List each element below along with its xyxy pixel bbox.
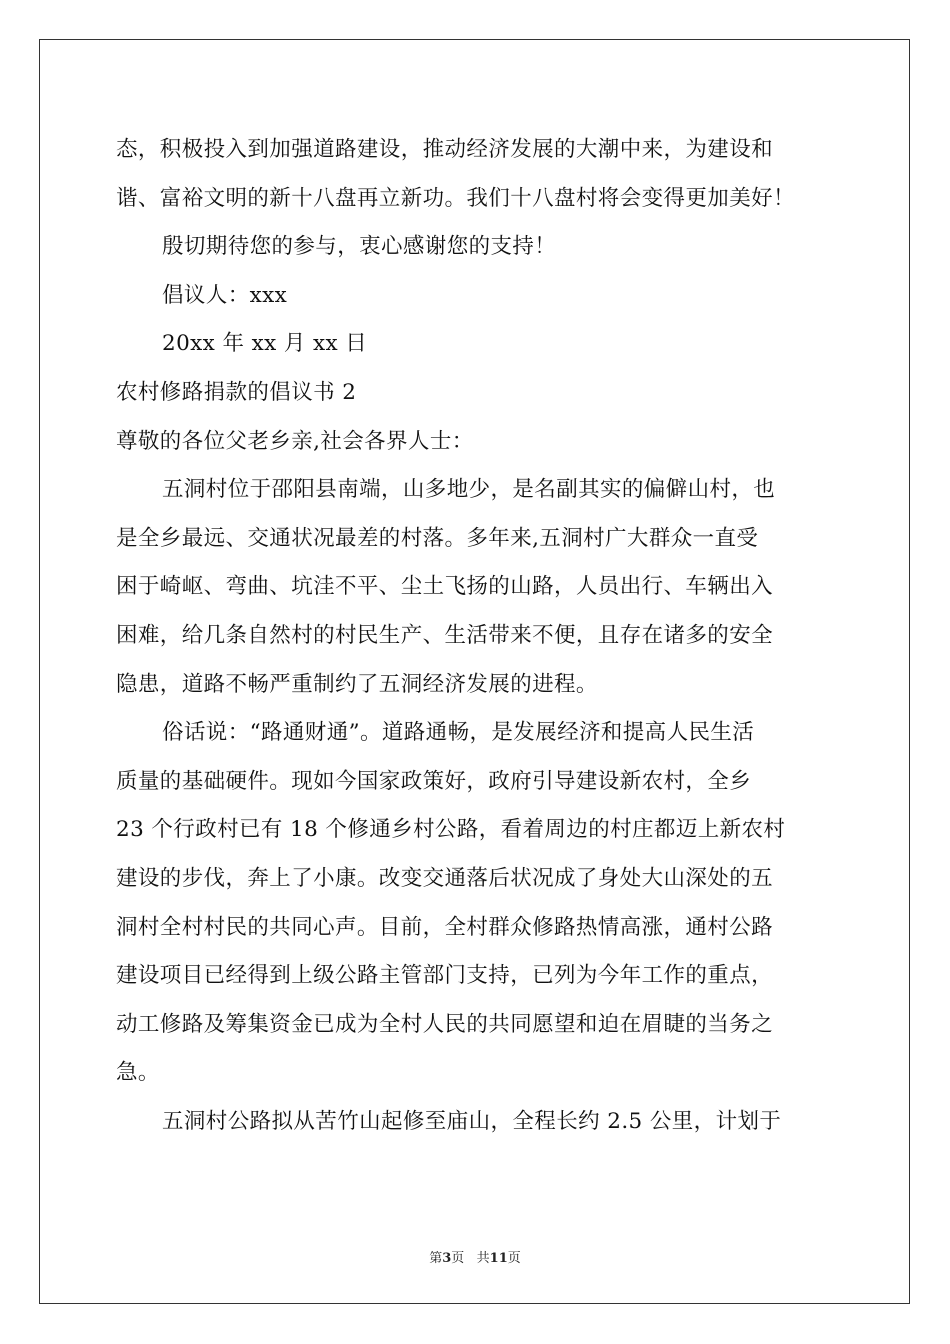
text-line: 五洞村位于邵阳县南端，山多地少，是名副其实的偏僻山村，也: [162, 477, 776, 503]
document-body: [116, 126, 836, 1146]
text-line: 隐患，道路不畅严重制约了五洞经济发展的进程。: [116, 671, 598, 697]
page-footer: [0, 1247, 950, 1266]
text-line: 是全乡最远、交通状况最差的村落。多年来,五洞村广大群众一直受: [116, 525, 759, 551]
footer-mid: 页 共: [451, 1251, 490, 1266]
text-line: 急。: [116, 1060, 160, 1086]
text-line: 23 个行政村已有 18 个修通乡村公路，看着周边的村庄都迈上新农村: [116, 817, 786, 843]
footer-suffix: 页: [507, 1251, 521, 1266]
signature-line: 倡议人：xxx: [162, 282, 288, 308]
total-page-number: 11: [489, 1251, 508, 1266]
text-line: 建设项目已经得到上级公路主管部门支持，已列为今年工作的重点，: [116, 963, 774, 989]
text-line: 殷切期待您的参与，衷心感谢您的支持！: [162, 234, 557, 260]
footer-prefix: 第: [429, 1251, 443, 1266]
text-line: 困难，给几条自然村的村民生产、生活带来不便，且存在诸多的安全: [116, 622, 774, 648]
date-line: 20xx 年 xx 月 xx 日: [162, 331, 368, 357]
text-line: 质量的基础硬件。现如今国家政策好，政府引导建设新农村，全乡: [116, 768, 752, 794]
section-title: 农村修路捐款的倡议书 2: [116, 379, 357, 405]
text-line: 建设的步伐，奔上了小康。改变交通落后状况成了身处大山深处的五: [116, 865, 774, 891]
text-line: 困于崎岖、弯曲、坑洼不平、尘土飞扬的山路，人员出行、车辆出入: [116, 574, 774, 600]
text-line: 动工修路及筹集资金已成为全村人民的共同愿望和迫在眉睫的当务之: [116, 1011, 774, 1037]
current-page-number: 3: [442, 1251, 452, 1266]
salutation: 尊敬的各位父老乡亲,社会各界人士：: [116, 428, 474, 454]
text-line: 俗话说：“路通财通”。道路通畅，是发展经济和提高人民生活: [162, 720, 755, 746]
text-line: 谐、富裕文明的新十八盘再立新功。我们十八盘村将会变得更加美好！: [116, 185, 795, 211]
text-line: 洞村全村村民的共同心声。目前，全村群众修路热情高涨，通村公路: [116, 914, 774, 940]
text-line: 五洞村公路拟从苦竹山起修至庙山，全程长约 2.5 公里，计划于: [162, 1108, 782, 1134]
text-line: 态，积极投入到加强道路建设，推动经济发展的大潮中来，为建设和: [116, 137, 774, 162]
